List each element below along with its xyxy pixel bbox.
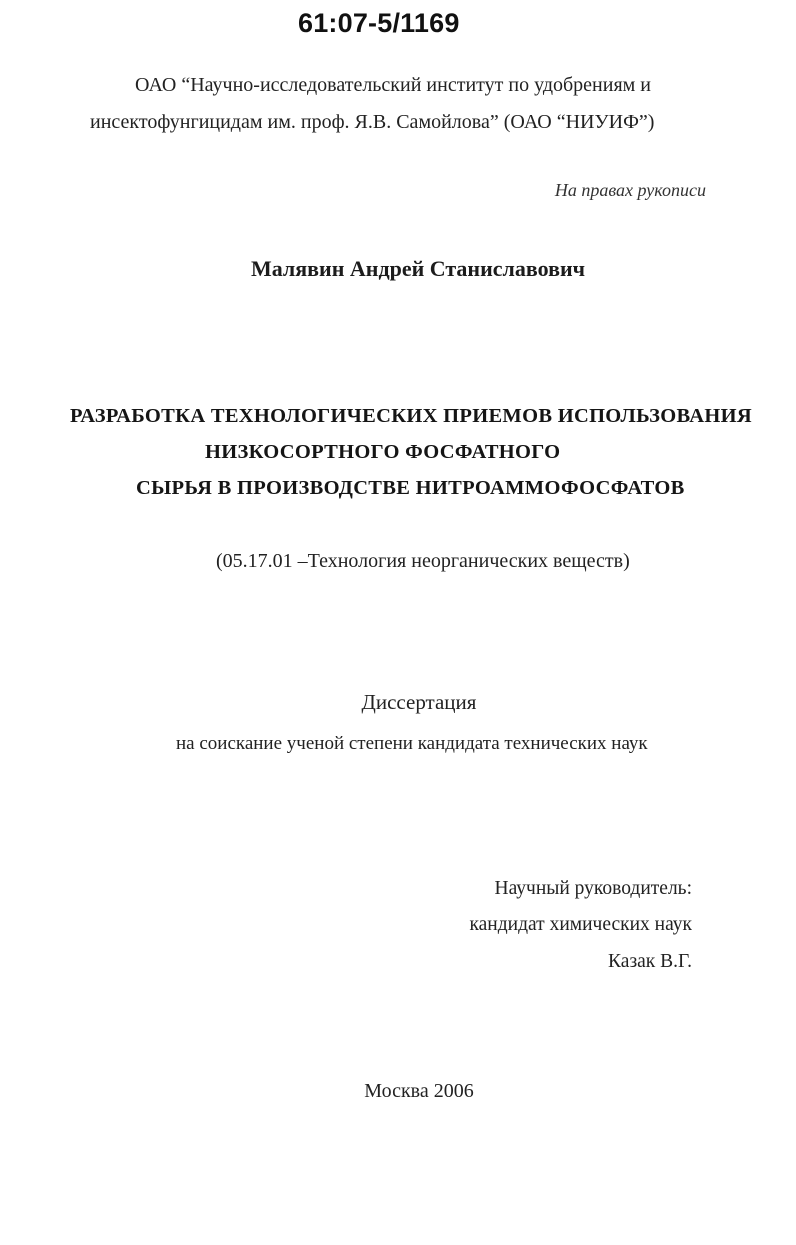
archive-stamp-number: 61:07-5/1169	[298, 8, 460, 38]
degree-statement: на соискание ученой степени кандидата технических наук	[176, 733, 648, 754]
organization-line-1: ОАО “Научно-исследовательский институт по удобрениям и	[135, 74, 652, 96]
supervisor-rank: кандидат химических наук	[469, 914, 692, 935]
organization-line-2: инсектофунгицидам им. проф. Я.В. Самойлова” (ОАО “НИУИФ”)	[90, 111, 655, 133]
supervisor-label: Научный руководитель:	[494, 878, 692, 899]
document-type: Диссертация	[361, 690, 477, 714]
author-name: Малявин Андрей Станиславович	[250, 256, 586, 281]
supervisor-name: Казак В.Г.	[608, 951, 692, 972]
specialty-code: (05.17.01 –Технология неорганических веществ)	[216, 550, 630, 572]
thesis-title-line-1: РАЗРАБОТКА ТЕХНОЛОГИЧЕСКИХ ПРИЕМОВ ИСПОЛЬЗОВАНИЯ	[70, 405, 752, 427]
city-year: Москва 2006	[364, 1080, 474, 1102]
manuscript-rights-note: На правах рукописи	[554, 180, 706, 200]
thesis-title-line-2: НИЗКОСОРТНОГО ФОСФАТНОГО	[205, 441, 561, 463]
thesis-title-line-3: СЫРЬЯ В ПРОИЗВОДСТВЕ НИТРОАММОФОСФАТОВ	[136, 477, 685, 499]
